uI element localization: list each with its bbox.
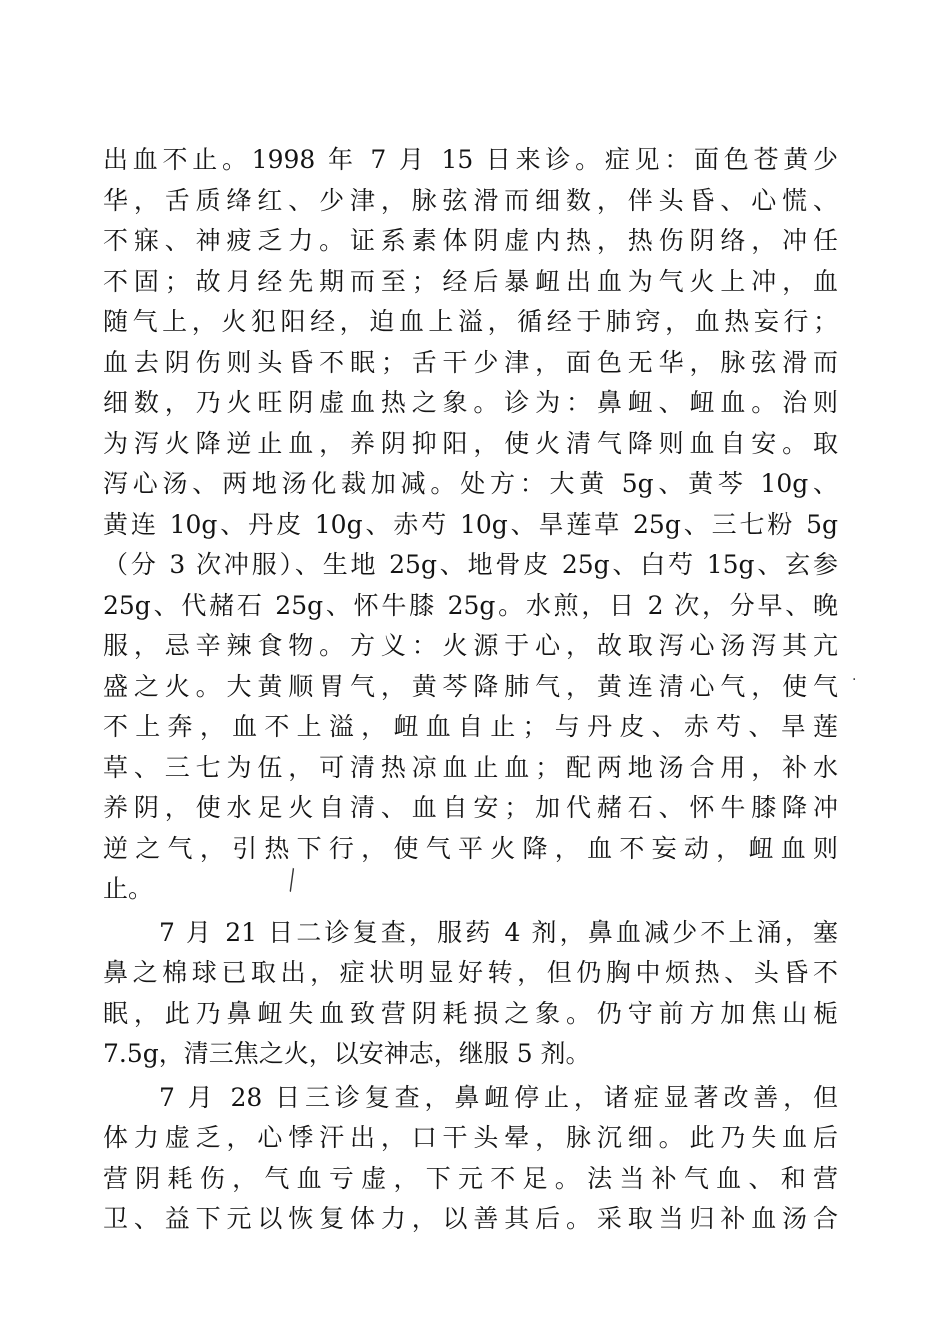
scan-dust-dot: · [852,672,857,688]
text-line: 鼻之棉球已取出，症状明显好转，但仍胸中烦热、头昏不 [103,958,838,987]
text-line: 逆之气，引热下行，使气平火降，血不妄动，衄血则 [103,833,838,863]
paragraph-first-visit [103,140,838,910]
text-line: （分 3 次冲服）、生地 25g、地骨皮 25g、白芍 15g、玄参 [103,550,838,579]
text-line: 随气上，火犯阳经，迫血上溢，循经于肺窍，血热妄行； [103,307,838,336]
text-line: 眠，此乃鼻衄失血致营阴耗损之象。仍守前方加焦山栀 [103,998,838,1028]
text-line: 不固；故月经先期而至；经后暴衄出血为气火上冲，血 [103,266,838,296]
body-text [103,140,838,1240]
text-line: 华，舌质绛红、少津，脉弦滑而细数，伴头昏、心慌、 [103,185,838,215]
scan-stray-mark: ╲ [280,868,302,893]
text-line: 为泻火降逆止血，养阴抑阳，使火清气降则血自安。取 [103,428,838,458]
text-line: 25g、代赭石 25g、怀牛膝 25g。水煎，日 2 次，分早、晚 [103,590,838,620]
paragraph-second-visit [103,913,838,1075]
text-line: 出血不止。1998 年 7 月 15 日来诊。症见：面色苍黄少 [103,145,838,174]
text-line: 黄连 10g、丹皮 10g、赤芍 10g、旱莲草 25g、三七粉 5g [103,509,838,539]
text-line: 不上奔，血不上溢，衄血自止；与丹皮、赤芍、旱莲 [103,712,838,741]
paragraph-third-visit [103,1078,838,1240]
text-line: 服，忌辛辣食物。方义：火源于心，故取泻心汤泻其亢 [103,631,838,660]
text-line: 营阴耗伤，气血亏虚，下元不足。法当补气血、和营 [103,1163,838,1193]
text-line: 7 月 21 日二诊复查，服药 4 剂，鼻血减少不上涌，塞 [159,917,838,947]
text-line: 血去阴伤则头昏不眠；舌干少津，面色无华，脉弦滑而 [103,347,838,377]
text-line: 止。 [103,874,154,903]
text-line: 7.5g，清三焦之火，以安神志，继服 5 剂。 [103,1039,591,1068]
text-line: 养阴，使水足火自清、血自安；加代赭石、怀牛膝降冲 [103,793,838,822]
text-line: 体力虚乏，心悸汗出，口干头晕，脉沉细。此乃失血后 [103,1123,838,1152]
text-line: 细数，乃火旺阴虚血热之象。诊为：鼻衄、衄血。治则 [103,388,838,417]
text-line: 不寐、神疲乏力。证系素体阴虚内热，热伤阴络，冲任 [103,226,838,255]
text-line: 草、三七为伍，可清热凉血止血；配两地汤合用，补水 [103,752,838,782]
text-line: 卫、益下元以恢复体力，以善其后。采取当归补血汤合 [103,1204,838,1233]
text-line: 盛之火。大黄顺胃气，黄芩降肺气，黄连清心气，使气 [103,671,838,701]
text-line: 泻心汤、两地汤化裁加减。处方：大黄 5g、黄芩 10g、 [103,469,838,498]
text-line: 7 月 28 日三诊复查，鼻衄停止，诸症显著改善，但 [159,1082,838,1112]
